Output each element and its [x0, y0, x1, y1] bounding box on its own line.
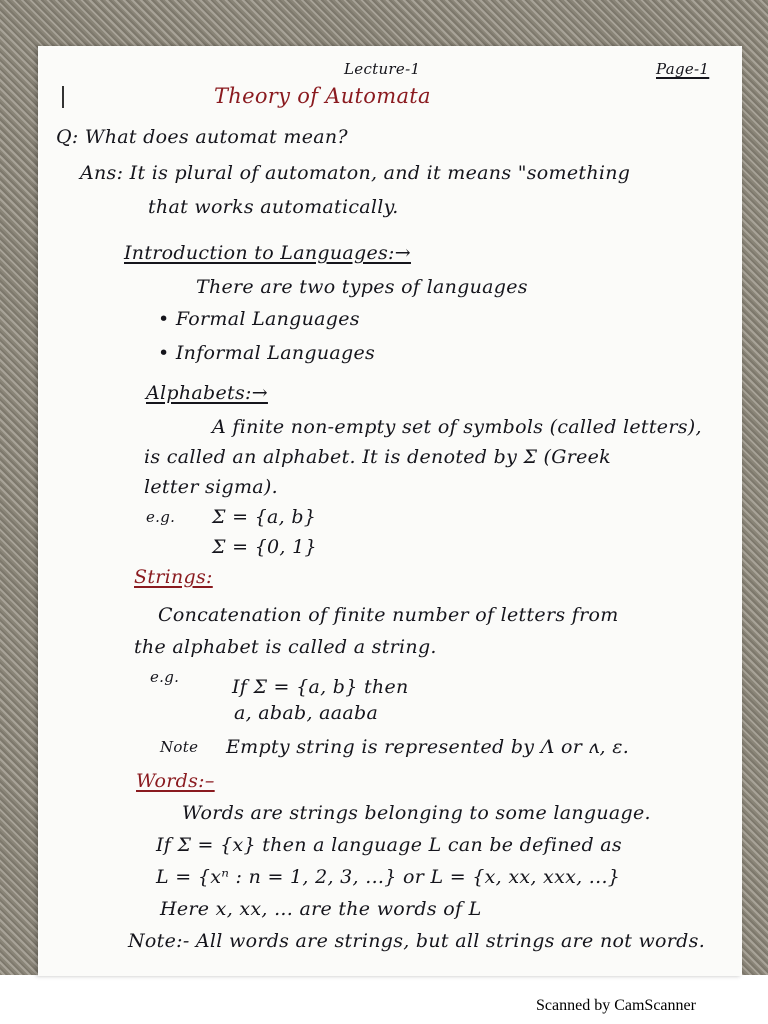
bullet-formal: • Formal Languages — [158, 308, 360, 330]
strings-example-2: a, abab, aaaba — [234, 702, 379, 724]
strings-example-1: If Σ = {a, b} then — [232, 676, 409, 698]
alphabets-example-1: Σ = {a, b} — [212, 506, 317, 528]
strings-heading: Strings: — [134, 566, 213, 588]
strings-line-1: Concatenation of finite number of letters from — [158, 604, 619, 626]
alphabets-example-2: Σ = {0, 1} — [212, 536, 317, 558]
alphabets-line-3: letter sigma). — [144, 476, 278, 498]
page-number: Page-1 — [656, 60, 710, 78]
alphabets-heading: Alphabets:→ — [146, 382, 268, 404]
alphabets-eg-label: e.g. — [146, 508, 176, 526]
lecture-label: Lecture-1 — [344, 60, 421, 78]
margin-mark — [62, 86, 64, 108]
words-line-4: Here x, xx, ... are the words of L — [160, 898, 482, 920]
strings-eg-label: e.g. — [150, 668, 180, 686]
strings-note: Empty string is represented by Λ or ʌ, ε. — [226, 736, 630, 758]
strings-note-label: Note — [160, 738, 199, 756]
answer-line-1: Ans: It is plural of automaton, and it means "something — [80, 162, 631, 184]
words-line-1: Words are strings belonging to some language. — [182, 802, 651, 824]
intro-text: There are two types of languages — [196, 276, 528, 298]
strings-line-2: the alphabet is called a string. — [134, 636, 437, 658]
scanner-watermark: Scanned by CamScanner — [536, 997, 696, 1014]
words-heading: Words:– — [136, 770, 215, 792]
words-line-3: L = {xⁿ : n = 1, 2, 3, ...} or L = {x, xx, xxx, ...} — [156, 866, 621, 888]
question-text: Q: What does automat mean? — [56, 126, 348, 148]
answer-line-2: that works automatically. — [148, 196, 399, 218]
bullet-informal: • Informal Languages — [158, 342, 376, 364]
alphabets-line-1: A finite non-empty set of symbols (called letters), — [212, 416, 702, 438]
words-note: Note:- All words are strings, but all strings are not words. — [128, 930, 706, 952]
page-title: Theory of Automata — [214, 84, 431, 108]
intro-heading: Introduction to Languages:→ — [124, 242, 411, 264]
alphabets-line-2: is called an alphabet. It is denoted by Σ (Greek — [144, 446, 611, 468]
words-line-2: If Σ = {x} then a language L can be defined as — [156, 834, 622, 856]
